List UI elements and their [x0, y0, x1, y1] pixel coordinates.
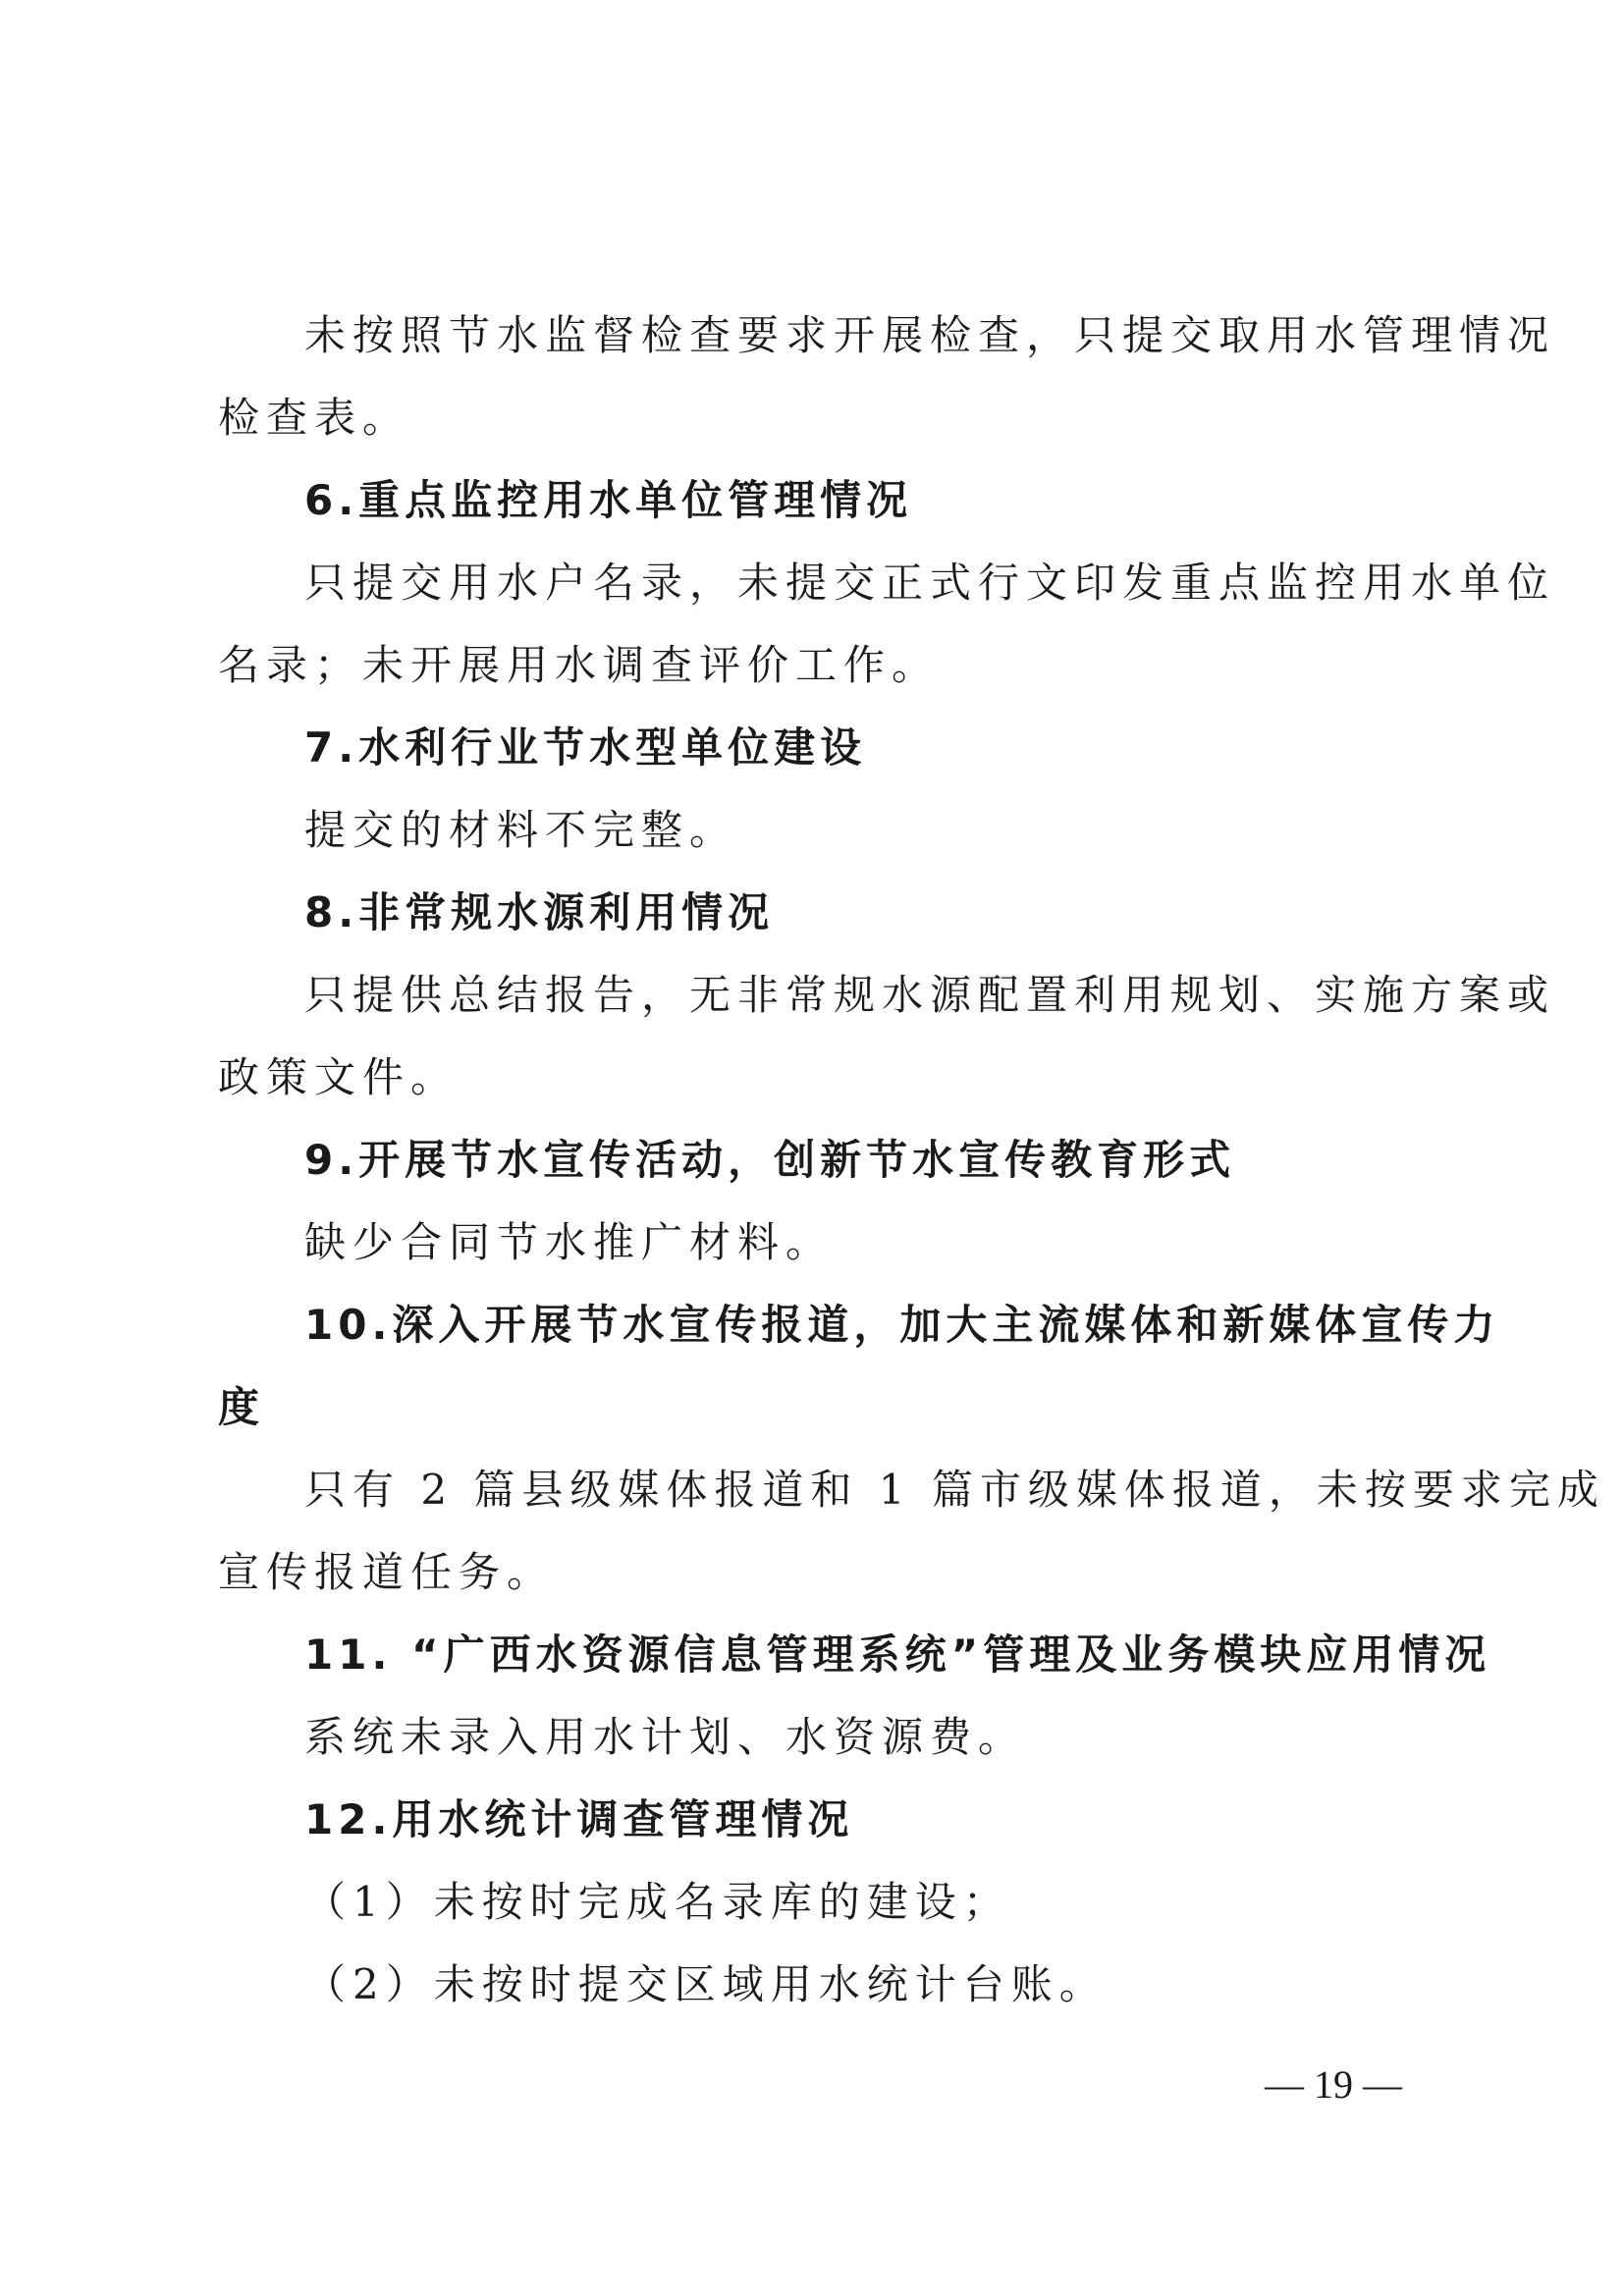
- section-heading-continued: 度: [218, 1383, 265, 1431]
- list-item: （2）未按时提交区域用水统计台账。: [304, 1960, 1108, 2008]
- section-heading: 12.用水统计调查管理情况: [304, 1795, 854, 1843]
- paragraph-line: 名录；未开展用水调查评价工作。: [218, 641, 941, 689]
- paragraph-line: 宣传报道任务。: [218, 1548, 556, 1596]
- paragraph-line: 提交的材料不完整。: [304, 806, 738, 854]
- section-heading: 7.水利行业节水型单位建设: [304, 723, 867, 772]
- section-heading: 9.开展节水宣传活动，创新节水宣传教育形式: [304, 1136, 1236, 1184]
- document-body: [218, 294, 1605, 2026]
- section-heading: 11. “广西水资源信息管理系统”管理及业务模块应用情况: [304, 1630, 1491, 1679]
- section-heading: 6.重点监控用水单位管理情况: [304, 476, 913, 524]
- section-heading: 10.深入开展节水宣传报道，加大主流媒体和新媒体宣传力: [304, 1301, 1500, 1349]
- section-heading: 8.非常规水源利用情况: [304, 888, 775, 936]
- paragraph-line: 只提交用水户名录，未提交正式行文印发重点监控用水单位: [304, 559, 1556, 607]
- list-item: （1）未按时完成名录库的建设；: [304, 1878, 1011, 1926]
- paragraph-line: 未按照节水监督检查要求开展检查，只提交取用水管理情况: [304, 311, 1556, 359]
- paragraph-line: 只提供总结报告，无非常规水源配置利用规划、实施方案或: [304, 971, 1556, 1019]
- paragraph-line: 缺少合同节水推广材料。: [304, 1218, 835, 1266]
- paragraph-line: 政策文件。: [218, 1053, 460, 1101]
- page-number: — 19 —: [1265, 2062, 1402, 2107]
- paragraph-line: 只有 2 篇县级媒体报道和 1 篇市级媒体报道，未按要求完成: [304, 1466, 1605, 1514]
- paragraph-line: 检查表。: [218, 394, 411, 442]
- paragraph-line: 系统未录入用水计划、水资源费。: [304, 1713, 1027, 1761]
